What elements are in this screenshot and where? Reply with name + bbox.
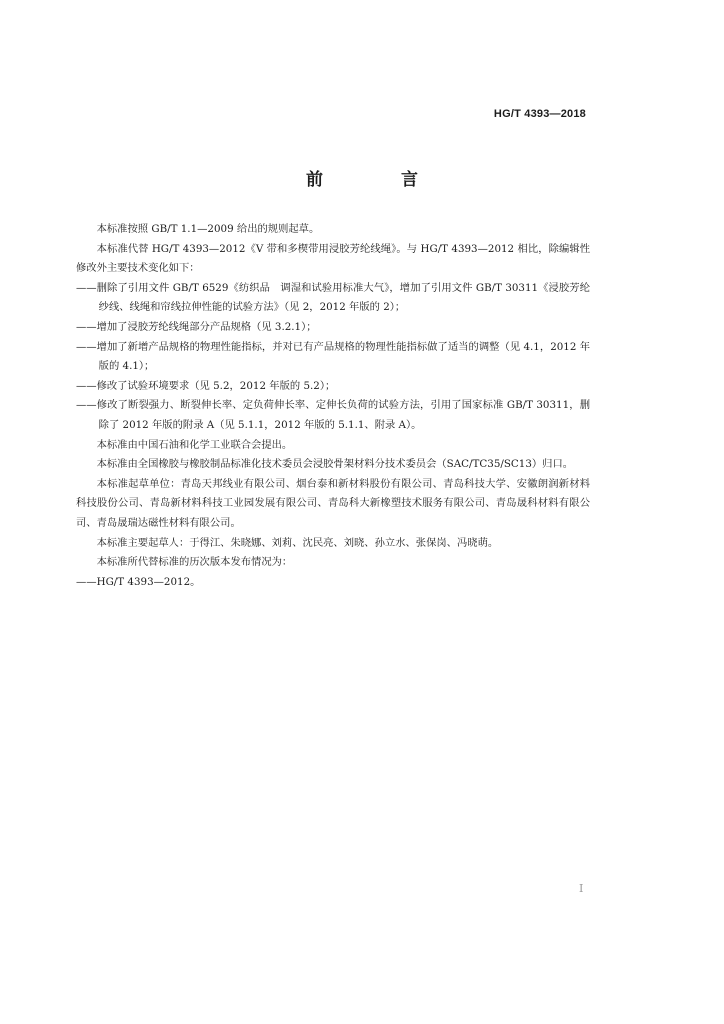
change-item-test-environment: ——修改了试验环境要求（见 5.2，2012 年版的 5.2）； bbox=[76, 379, 336, 392]
page-number: I bbox=[579, 882, 584, 895]
paragraph-history-intro: 本标准所代替标准的历次版本发布情况为： bbox=[96, 556, 293, 569]
paragraph-committee: 本标准由全国橡胶与橡胶制品标准化技术委员会浸胶骨架材料分技术委员会（SAC/TC35/SC13）归口。 bbox=[96, 458, 574, 471]
paragraph-replacement: 本标准代替 HG/T 4393—2012《V 带和多楔带用浸胶芳纶线绳》。与 HG/T 4393—2012 相比，除编辑性修改外主要技术变化如下： bbox=[76, 242, 590, 275]
change-item-references: ——删除了引用文件 GB/T 6529《纺织品 调湿和试验用标准大气》，增加了引用文件 GB/T 30311《浸胶芳纶纱线、线绳和帘线拉伸性能的试验方法》（见 2，2012 年版的 2）； bbox=[76, 281, 590, 314]
page-title: 前 言 bbox=[306, 170, 454, 190]
paragraph-drafting-units: 本标准起草单位：青岛天邦线业有限公司、烟台泰和新材料股份有限公司、青岛科技大学、安徽朗润新材料科技股份公司、青岛新材料科技工业园发展有限公司、青岛科大新橡塑技术服务有限公司、青岛晟科材料有限公司、青岛晟瑞达磁性材料有限公司。 bbox=[76, 477, 590, 529]
paragraph-drafters: 本标准主要起草人：于得江、朱晓娜、刘莉、沈民亮、刘晓、孙立水、张保岗、冯晓萌。 bbox=[96, 536, 499, 549]
paragraph-proposer: 本标准由中国石油和化学工业联合会提出。 bbox=[96, 438, 293, 451]
paragraph-drafting-rules: 本标准按照 GB/T 1.1—2009 给出的规则起草。 bbox=[96, 223, 320, 235]
history-item: ——HG/T 4393—2012。 bbox=[76, 575, 201, 588]
change-item-specs: ——增加了浸胶芳纶线绳部分产品规格（见 3.2.1）； bbox=[76, 320, 317, 333]
standard-code: HG/T 4393—2018 bbox=[493, 108, 586, 120]
document-body bbox=[76, 220, 590, 592]
change-item-test-methods: ——修改了断裂强力、断裂伸长率、定负荷伸长率、定伸长负荷的试验方法，引用了国家标准 GB/T 30311，删除了 2012 年版的附录 A（见 5.1.1，2012 年版的 5.1.1、附录 A）。 bbox=[76, 399, 590, 431]
change-item-physical-indicators: ——增加了新增产品规格的物理性能指标，并对已有产品规格的物理性能指标做了适当的调整（见 4.1，2012 年版的 4.1）； bbox=[76, 340, 590, 373]
